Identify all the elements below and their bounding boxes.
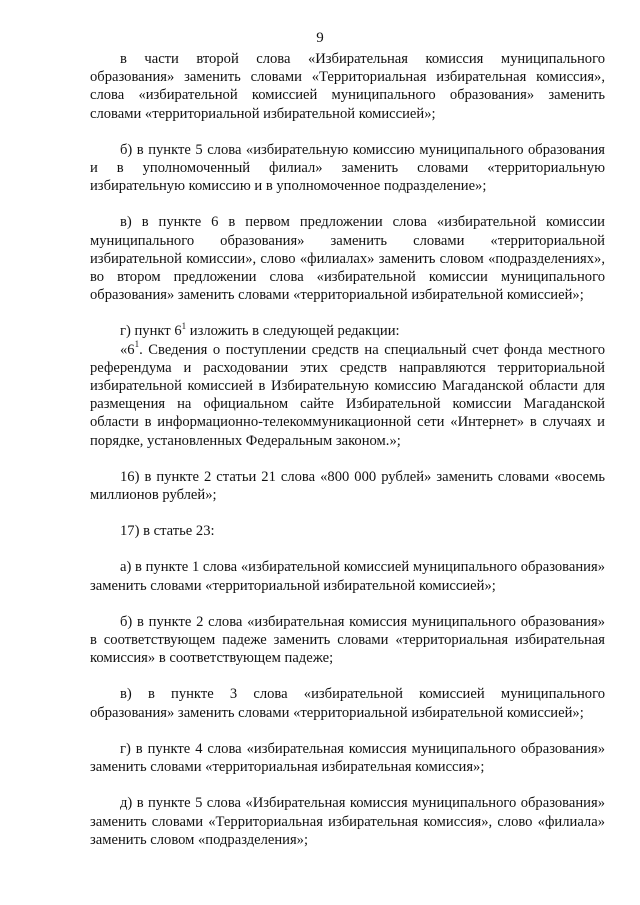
paragraph-item-17-a: а) в пункте 1 слова «избирательной комиссией муниципального образования» заменить словами «территориальной избирательной комиссией»; xyxy=(90,559,605,594)
paragraph-item-b-point-5: б) в пункте 5 слова «избирательную комиссию муниципального образования и в уполномоченный филиал» заменить словами «территориальную избирательную комиссию и в уполномоченное подразделение»; xyxy=(90,141,605,195)
item-g-superscript: 1 xyxy=(181,320,187,331)
quote-text: . Сведения о поступлении средств на специальный счет фонда местного референдума и расходовании этих средств направляются территориальной избирательной комиссией в Избирательную комиссию Магаданской области для размещения на официальном сайте Избирательной комиссии Магаданской области в информационно-телекоммуникационной сети «Интернет» в случаях и порядке, установленных Федеральным законом.»; xyxy=(90,341,605,449)
paragraph-item-17-b: б) в пункте 2 слова «избирательная комиссия муниципального образования» в соответствующем падеже заменить словами «территориальная избирательная комиссия» в соответствующем падеже; xyxy=(90,613,605,667)
paragraph-item-17-d: д) в пункте 5 слова «Избирательная комиссия муниципального образования» заменить словами «Территориальная избирательная комиссия», слово «филиала» заменить словом «подразделения»; xyxy=(90,795,605,848)
paragraph-item-17: 17) в статье 23: xyxy=(120,523,215,540)
paragraph-item-v-point-6: в) в пункте 6 в первом предложении слова «избирательной комиссии муниципального образования» заменить словами «территориальной избирательной комиссии», слово «филиалах» заменить словом «подразделениях», во втором предложении слова «избирательной комиссии муниципального образования» заменить словами «территориальной избирательной комиссией»; xyxy=(90,214,605,304)
page-number: 9 xyxy=(316,30,324,46)
paragraph-part-two: в части второй слова «Избирательная комиссия муниципального образования» заменить словами «Территориальная избирательная комиссия», слова «избирательной комиссией муниципального образования» заменить словами «территориальной избирательной комиссией»; xyxy=(90,51,605,122)
paragraph-item-g-heading xyxy=(90,322,605,340)
document-body xyxy=(90,50,605,849)
paragraph-item-g-quote xyxy=(90,338,605,450)
quote-prefix: «6 xyxy=(120,341,135,358)
quote-superscript: 1 xyxy=(134,338,140,349)
paragraph-item-17-g: г) в пункте 4 слова «избирательная комиссия муниципального образования» заменить словами «территориальная избирательная комиссия»; xyxy=(90,740,605,776)
paragraph-item-17-v: в) в пункте 3 слова «избирательной комиссией муниципального образования» заменить словами «территориальной избирательной комиссией»; xyxy=(90,686,605,721)
item-g-prefix: г) пункт 6 xyxy=(120,323,182,340)
paragraph-item-16: 16) в пункте 2 статьи 21 слова «800 000 рублей» заменить словами «восемь миллионов рублей»; xyxy=(90,468,605,504)
item-g-suffix: изложить в следующей редакции: xyxy=(186,323,400,340)
